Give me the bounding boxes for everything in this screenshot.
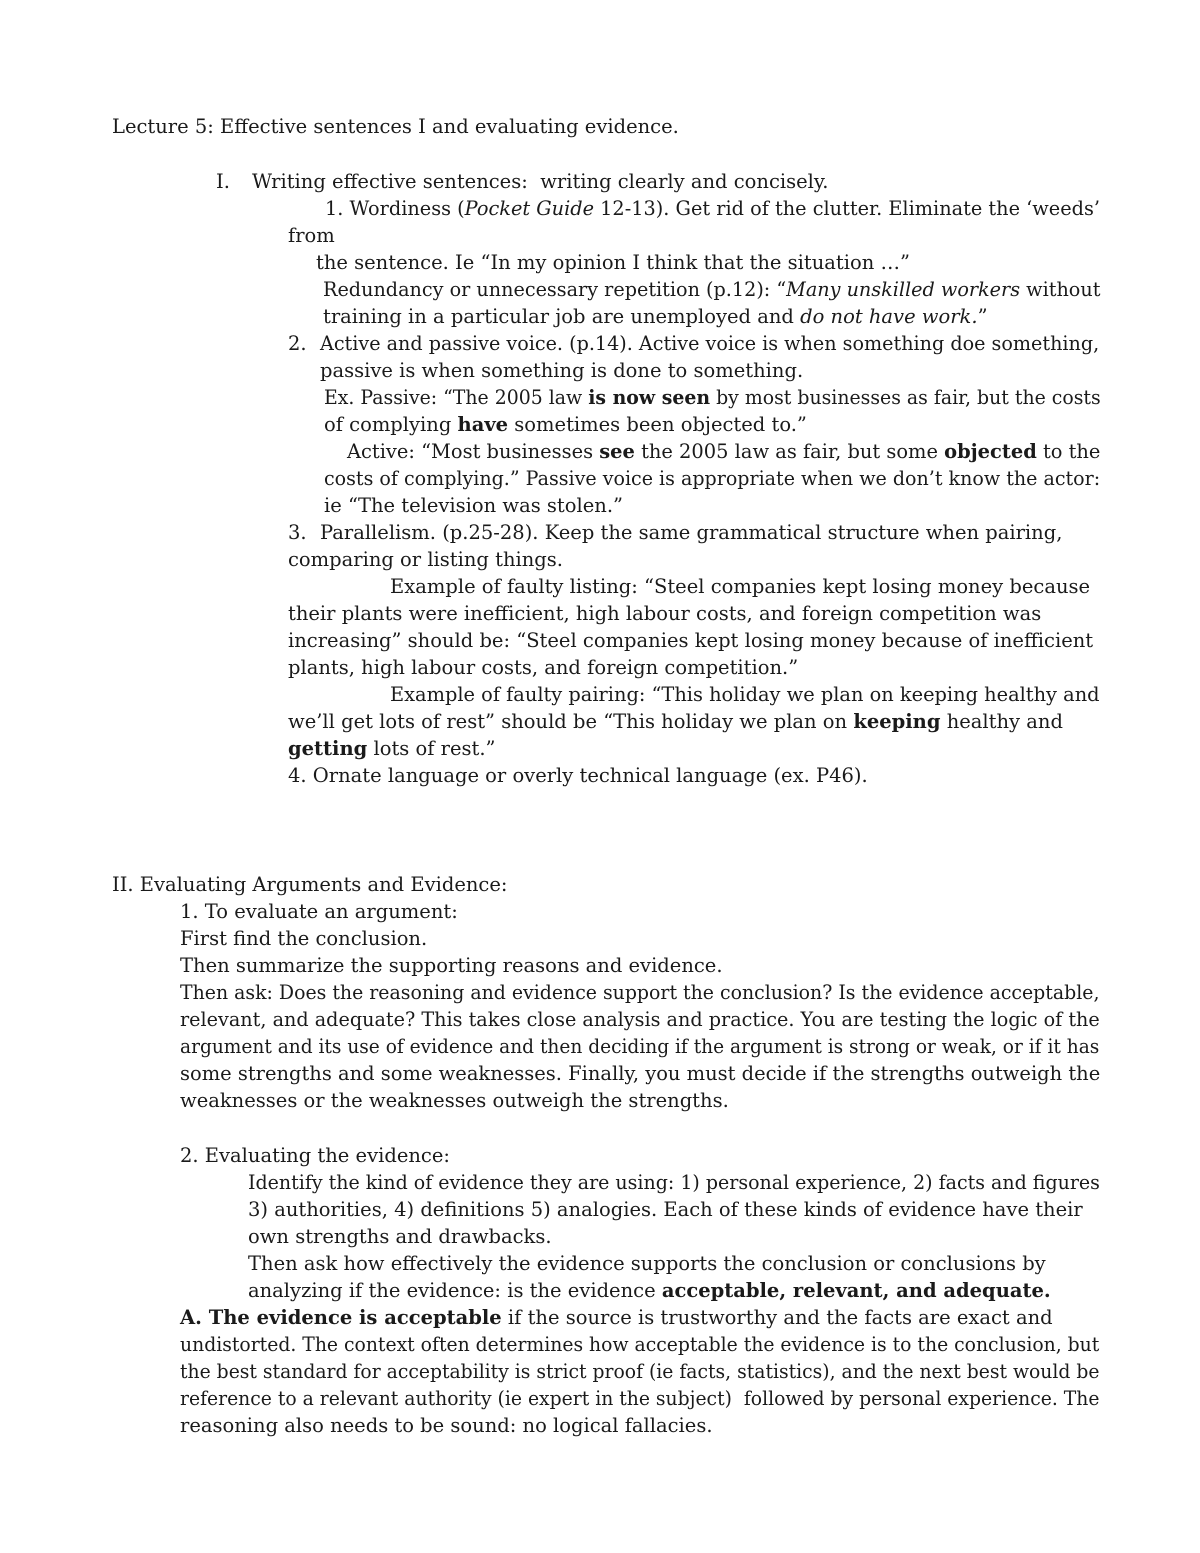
page-title: Lecture 5: Effective sentences I and evaluating evidence. xyxy=(112,115,679,138)
acceptable-line-2: undistorted. The context often determines how acceptable the evidence is to the conclusion, but xyxy=(180,1333,1100,1356)
acceptable-line-4: reference to a relevant authority (ie expert in the subject) followed by personal experience. The xyxy=(180,1387,1100,1410)
voice-active-line-3: ie “The television was stolen.” xyxy=(324,494,624,517)
parallel-listing-line-3: increasing” should be: “Steel companies kept losing money because of inefficient xyxy=(288,629,1094,652)
voice-line-2: passive is when something is done to something. xyxy=(320,359,804,382)
parallel-listing-line-1: Example of faulty listing: “Steel companies kept losing money because xyxy=(390,575,1091,598)
parallel-pairing-line-2: we’ll get lots of rest” should be “This holiday we plan on keeping healthy and xyxy=(288,710,1063,733)
evidence-heading: 2. Evaluating the evidence: xyxy=(180,1144,450,1167)
section-1-number: I. xyxy=(216,170,230,193)
acceptable-line-5: reasoning also needs to be sound: no logical fallacies. xyxy=(180,1414,713,1437)
redundancy-line-1: Redundancy or unnecessary repetition (p.12): “Many unskilled workers without xyxy=(323,278,1101,301)
argument-line-7: some strengths and some weaknesses. Finally, you must decide if the strengths outweigh the xyxy=(180,1062,1101,1085)
section-2-heading: II. Evaluating Arguments and Evidence: xyxy=(112,873,508,896)
section-1-heading: Writing effective sentences: writing clearly and concisely. xyxy=(252,170,829,193)
parallel-pairing-line-1: Example of faulty pairing: “This holiday we plan on keeping healthy and xyxy=(390,683,1100,706)
wordiness-line-1: 1. Wordiness (Pocket Guide 12-13). Get rid of the clutter. Eliminate the ‘weeds’ xyxy=(325,197,1100,220)
redundancy-line-2: training in a particular job are unemployed and do not have work.” xyxy=(323,305,988,328)
acceptable-line-3: the best standard for acceptability is strict proof (ie facts, statistics), and the next best would be xyxy=(180,1360,1100,1383)
voice-number: 2. xyxy=(288,332,307,355)
voice-active-line-1: Active: “Most businesses see the 2005 law as fair, but some objected to the xyxy=(347,440,1101,463)
evidence-line-5: analyzing if the evidence: is the evidence acceptable, relevant, and adequate. xyxy=(248,1279,1051,1302)
argument-line-1: 1. To evaluate an argument: xyxy=(180,900,458,923)
wordiness-line-2: from xyxy=(288,224,335,247)
evidence-line-3: own strengths and drawbacks. xyxy=(248,1225,552,1248)
voice-line-1: Active and passive voice. (p.14). Active voice is when something doe something, xyxy=(320,332,1100,355)
parallel-listing-line-4: plants, high labour costs, and foreign competition.” xyxy=(288,656,799,679)
ornate-language-line: 4. Ornate language or overly technical language (ex. P46). xyxy=(288,764,868,787)
parallel-line-2: comparing or listing things. xyxy=(288,548,563,571)
evidence-line-4: Then ask how effectively the evidence supports the conclusion or conclusions by xyxy=(248,1252,1046,1275)
voice-passive-line-2: of complying have sometimes been objected to.” xyxy=(324,413,807,436)
parallel-listing-line-2: their plants were inefficient, high labour costs, and foreign competition was xyxy=(288,602,1042,625)
evidence-line-1: Identify the kind of evidence they are using: 1) personal experience, 2) facts and figures xyxy=(248,1171,1100,1194)
argument-line-4: Then ask: Does the reasoning and evidence support the conclusion? Is the evidence acceptable, xyxy=(180,981,1100,1004)
wordiness-line-3: the sentence. Ie “In my opinion I think that the situation …” xyxy=(316,251,910,274)
parallel-number: 3. xyxy=(288,521,307,544)
argument-line-6: argument and its use of evidence and then deciding if the argument is strong or weak, or if it has xyxy=(180,1035,1100,1058)
argument-line-8: weaknesses or the weaknesses outweigh the strengths. xyxy=(180,1089,729,1112)
voice-passive-line-1: Ex. Passive: “The 2005 law is now seen by most businesses as fair, but the costs xyxy=(324,386,1101,409)
parallel-pairing-line-3: getting lots of rest.” xyxy=(288,737,496,760)
acceptable-line-1: A. The evidence is acceptable if the source is trustworthy and the facts are exact and xyxy=(180,1306,1053,1329)
argument-line-3: Then summarize the supporting reasons and evidence. xyxy=(180,954,723,977)
voice-active-line-2: costs of complying.” Passive voice is appropriate when we don’t know the actor: xyxy=(324,467,1101,490)
parallel-line-1: Parallelism. (p.25-28). Keep the same grammatical structure when pairing, xyxy=(320,521,1063,544)
argument-line-2: First find the conclusion. xyxy=(180,927,428,950)
evidence-line-2: 3) authorities, 4) definitions 5) analogies. Each of these kinds of evidence have their xyxy=(248,1198,1083,1221)
argument-line-5: relevant, and adequate? This takes close analysis and practice. You are testing the logic of the xyxy=(180,1008,1100,1031)
